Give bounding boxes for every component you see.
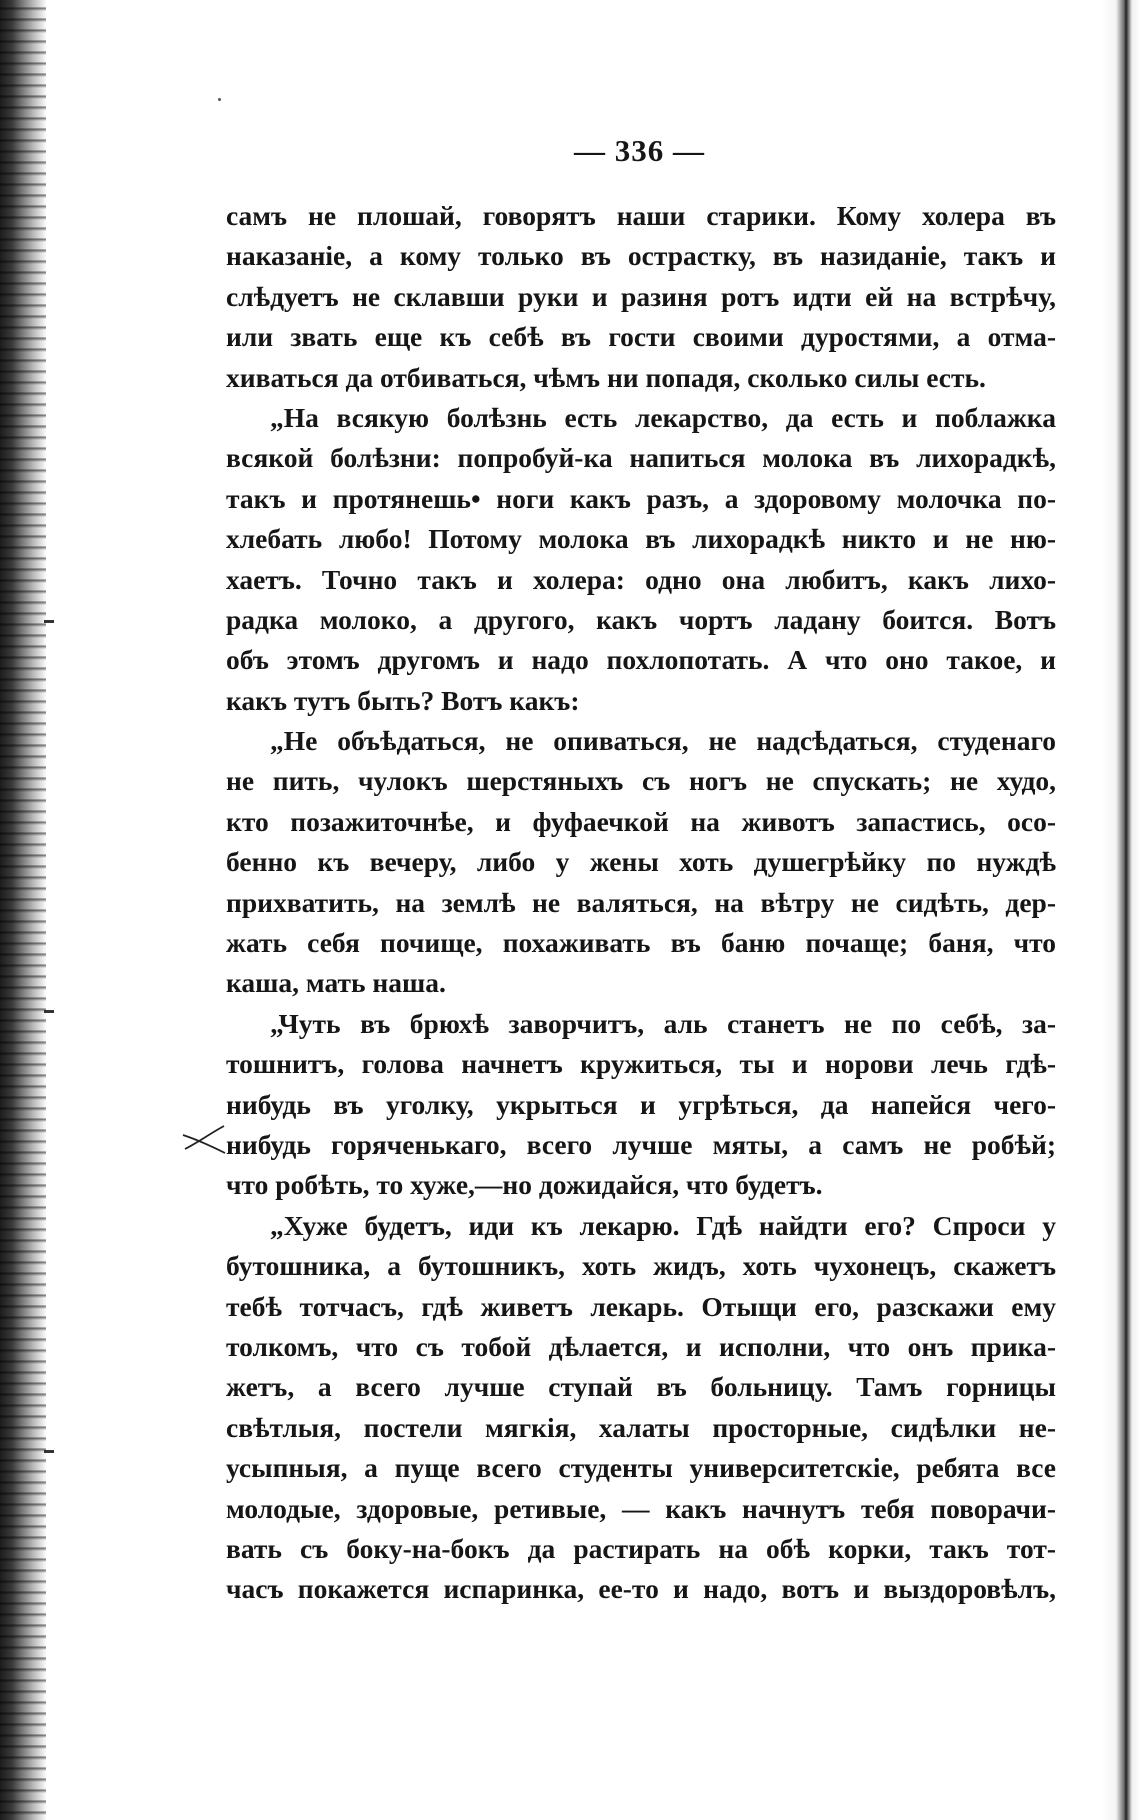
scan-speck bbox=[44, 620, 54, 623]
text-line: бутошника, а бутошникъ, хоть жидъ, хоть чухонецъ, скажетъ bbox=[226, 1250, 1056, 1282]
page-body bbox=[226, 196, 1056, 1610]
text-line: каша, мать наша. bbox=[226, 967, 446, 999]
text-line: или звать еще къ себѣ въ гости своими дуростями, а отма- bbox=[226, 321, 1056, 353]
text-line: всякой болѣзни: попробуй-ка напиться молока въ лихорадкѣ, bbox=[226, 442, 1056, 474]
scan-left-edge bbox=[0, 0, 46, 1820]
text-line: радка молоко, а другого, какъ чортъ ладану боится. Вотъ bbox=[226, 603, 1056, 635]
scan-speck bbox=[44, 1010, 54, 1013]
scan-right-edge bbox=[1102, 0, 1140, 1820]
text-line: усыпныя, а пуще всего студенты университетскіе, ребята все bbox=[226, 1452, 1056, 1484]
text-line: хаетъ. Точно такъ и холера: одно она любитъ, какъ лихо- bbox=[226, 563, 1056, 595]
text-line: хлебать любо! Потому молока въ лихорадкѣ никто и не ню- bbox=[226, 523, 1056, 555]
text-line: кто позажиточнѣе, и фуфаечкой на животъ запастись, осо- bbox=[226, 805, 1056, 837]
text-line: жать себя почище, похаживать въ баню почаще; баня, что bbox=[226, 927, 1056, 959]
text-line: молодые, здоровые, ретивые, — какъ начнутъ тебя поворачи- bbox=[226, 1492, 1056, 1524]
scan-dot bbox=[218, 98, 221, 101]
text-line: жетъ, а всего лучше ступай въ больницу. Тамъ горницы bbox=[226, 1371, 1056, 1403]
text-line: тебѣ тотчасъ, гдѣ живетъ лекарь. Отыщи его, разскажи ему bbox=[226, 1290, 1056, 1322]
text-line: не пить, чулокъ шерстяныхъ съ ногъ не спускать; не худо, bbox=[226, 765, 1056, 797]
text-line: часъ покажется испаринка, ее-то и надо, вотъ и выздоровѣлъ, bbox=[226, 1573, 1056, 1605]
text-line: объ этомъ другомъ и надо похлопотать. А что оно такое, и bbox=[226, 644, 1056, 676]
text-line: „На всякую болѣзнь есть лекарство, да есть и поблажка bbox=[270, 401, 1056, 433]
text-line: самъ не плошай, говорятъ наши старики. Кому холера въ bbox=[226, 200, 1056, 231]
text-line: толкомъ, что съ тобой дѣлается, и исполни, что онъ прика- bbox=[226, 1330, 1056, 1362]
text-line: „Не объѣдаться, не опиваться, не надсѣдаться, студенаго bbox=[270, 725, 1056, 757]
scan-speck bbox=[44, 1450, 54, 1453]
text-line: прихватить, на землѣ не валяться, на вѣтру не сидѣть, дер- bbox=[226, 886, 1056, 918]
text-line: нибудь горяченькаго, всего лучше мяты, а самъ не робѣй; bbox=[226, 1128, 1056, 1160]
text-line: что робѣть, то хуже,—но дожидайся, что будетъ. bbox=[226, 1169, 823, 1201]
text-line: слѣдуетъ не склавши руки и разиня ротъ идти ей на встрѣчу, bbox=[226, 280, 1056, 312]
text-line: какъ тутъ быть? Вотъ какъ: bbox=[226, 684, 580, 716]
text-line: такъ и протянешь• ноги какъ разъ, а здоровому молочка по- bbox=[226, 482, 1056, 514]
page-number: — 336 — bbox=[574, 133, 705, 168]
text-line: „Хуже будетъ, иди къ лекарю. Гдѣ найдти его? Спроси у bbox=[270, 1209, 1056, 1241]
text-line: нибудь въ уголку, укрыться и угрѣться, да напейся чего- bbox=[226, 1088, 1056, 1120]
margin-cross-mark-icon bbox=[181, 1123, 227, 1157]
text-line: бенно къ вечеру, либо у жены хоть душегрѣйку по нуждѣ bbox=[226, 846, 1056, 878]
text-line: тошнитъ, голова начнетъ кружиться, ты и норови лечь гдѣ- bbox=[226, 1048, 1056, 1080]
text-line: „Чуть въ брюхѣ заворчитъ, аль станетъ не по себѣ, за- bbox=[270, 1007, 1056, 1039]
text-line: свѣтлыя, постели мягкія, халаты просторные, сидѣлки не- bbox=[226, 1411, 1056, 1443]
text-line: наказаніе, а кому только въ острастку, въ назиданіе, такъ и bbox=[226, 240, 1056, 272]
text-line: вать съ боку-на-бокъ да растирать на обѣ корки, такъ тот- bbox=[226, 1532, 1056, 1564]
text-line: хиваться да отбиваться, чѣмъ ни попадя, сколько силы есть. bbox=[226, 361, 986, 393]
